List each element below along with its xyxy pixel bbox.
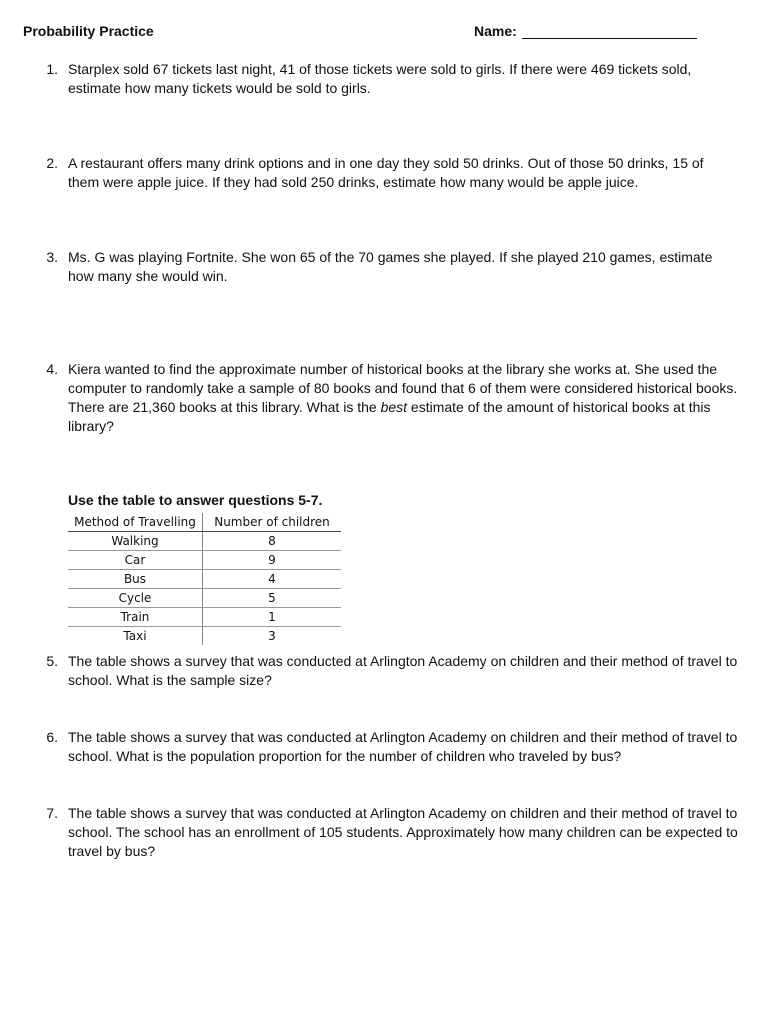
table-cell-count: 8 [203, 532, 342, 551]
table-row [68, 551, 341, 570]
page-title: Probability Practice [23, 23, 154, 39]
question-text: The table shows a survey that was conducted at Arlington Academy on children and their method of travel to school. What is the population proportion for the number of children who traveled by bus? [68, 729, 738, 764]
table-cell-count: 3 [268, 629, 276, 643]
question-text-part: Kiera wanted to find the approximate number of historical books at the library she works at. She used the computer to randomly take a sample of 80 books and found that 6 of them were considered historical books. There are 21,360 books at this library. What is the [68, 361, 738, 415]
table-row [68, 589, 341, 608]
table-cell-method: Train [68, 608, 203, 627]
question-number: 3. [46, 249, 58, 265]
name-blank-line [522, 38, 697, 39]
table-heading: Use the table to answer questions 5-7. [68, 492, 323, 508]
question-text [68, 360, 738, 436]
travel-survey-table [68, 513, 341, 645]
table-cell-method: Taxi [68, 627, 203, 646]
table-cell-count: 1 [203, 608, 342, 627]
table-cell-method: Walking [68, 532, 203, 551]
table-row [68, 532, 341, 551]
table-cell-method: Bus [68, 570, 203, 589]
table-cell-method: Cycle [68, 589, 203, 608]
column-header-count: Number of children [203, 513, 342, 532]
question-text: Ms. G was playing Fortnite. She won 65 of the 70 games she played. If she played 210 games, estimate how many she would win. [68, 249, 713, 284]
question-number: 2. [46, 155, 58, 171]
question-number: 6. [46, 729, 58, 745]
table-row [68, 627, 341, 646]
question-number: 1. [46, 61, 58, 77]
question-text: Starplex sold 67 tickets last night, 41 of those tickets were sold to girls. If there were 469 tickets sold, estimate how many tickets would be sold to girls. [68, 61, 692, 96]
table-cell-count: 5 [203, 589, 342, 608]
question-text: A restaurant offers many drink options and in one day they sold 50 drinks. Out of those 50 drinks, 15 of them were apple juice. If they had sold 250 drinks, estimate how many would be apple juice. [68, 155, 704, 190]
emphasis-word: best [380, 399, 408, 415]
table-row [68, 570, 341, 589]
table-row [68, 608, 341, 627]
name-label: Name: [474, 23, 517, 39]
table-cell-method: Car [68, 551, 203, 570]
column-header-method: Method of Travelling [68, 513, 203, 532]
question-text: The table shows a survey that was conducted at Arlington Academy on children and their method of travel to school. What is the sample size? [68, 653, 738, 688]
question-number: 7. [46, 805, 58, 821]
question-number: 4. [46, 361, 58, 377]
table-header-row [68, 513, 341, 532]
table-cell-count: 4 [203, 570, 342, 589]
question-text: The table shows a survey that was conducted at Arlington Academy on children and their method of travel to school. The school has an enrollment of 105 students. Approximately how many children can be expected to travel by bus? [68, 805, 738, 859]
table-cell-count: 9 [203, 551, 342, 570]
question-text-part: estimate of the amount of historical books at this library? [68, 399, 711, 434]
question-number: 5. [46, 653, 58, 669]
